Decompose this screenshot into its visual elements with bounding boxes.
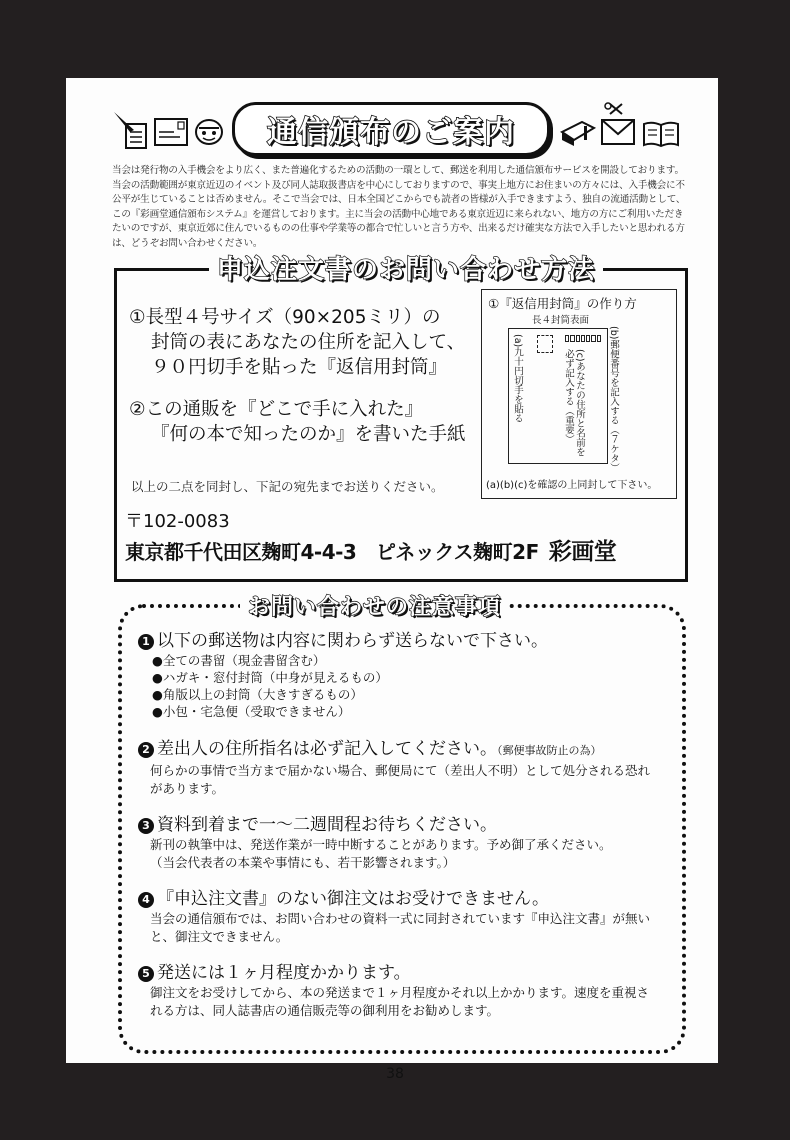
item-number-badge: 1 <box>138 634 154 650</box>
open-book-icon <box>642 120 680 148</box>
item-number-badge: 2 <box>138 742 154 758</box>
envelope-title: ①『返信用封筒』の作り方 <box>488 296 637 311</box>
step-1 <box>129 305 465 380</box>
note-item-5 <box>138 962 658 1019</box>
item-aside: （郵便事故防止の為） <box>497 744 602 757</box>
note-item-3 <box>138 814 658 871</box>
step-2-line: ②この通販を『どこで手に入れた』 <box>129 399 424 420</box>
publisher-name: 彩画堂 <box>548 539 617 565</box>
item-number-badge: 4 <box>138 892 154 908</box>
item-number-badge: 5 <box>138 966 154 982</box>
item-body: 御注文をお受けしてから、本の発送まで１ヶ月程度かそれ以上かかります。速度を重視される方は、同人誌書店の通信販売等の御利用をお勧めします。 <box>150 985 650 1018</box>
mailbox-icon <box>558 118 598 148</box>
item-body: 何らかの事情で当方まで届かない場合、郵便局にて（差出人不明）として処分される恐れがあります。 <box>150 763 651 796</box>
list-item: ●全ての書留（現金書留含む） <box>152 653 326 668</box>
face-icon <box>194 118 224 146</box>
step-2 <box>129 397 466 447</box>
page-number: 38 <box>386 1066 404 1082</box>
item-number-badge: 3 <box>138 818 154 834</box>
stamp-area <box>537 335 553 353</box>
step-2-line: 『何の本で知ったのか』を書いた手紙 <box>151 424 466 445</box>
step-1-line: ９０円切手を貼った『返信用封筒』 <box>151 357 448 378</box>
note-item-1 <box>138 630 548 720</box>
letter-icon <box>600 102 636 148</box>
address-label-c: (c)あなたの住所と名前を必ず記入する（重要） <box>563 349 585 457</box>
item-heading: 以下の郵送物は内容に関わらず送らないで下さい。 <box>157 631 548 651</box>
intro-paragraph: 当会は発行物の入手機会をより広く、また普遍化するための活動の一環として、郵送を利用した通信頒布サービスを開設しております。当会の活動範囲が東京近辺のイベント及び同人誌取扱書店を中心にしておりますので、事実上地方にお住まいの方々には、入手機会に不公平が生じていることは否めません。そこで当会では、日本全国どこからでも読者の皆様が入手できますよう、独自の流通活動として、この『彩画堂通信頒布システム』を運営しております。主に当会の活動中心地である東京近辺に来られない、地方の方にご利用いただきたいのですが、東京近郊に住んでいるものの仕事や学業等の都合で忙しいと言う方や、出来るだけ確実な方法で入手したいと思われる方は、どうぞお問い合わせください。 <box>112 165 686 249</box>
item-heading: 『申込注文書』のない御注文はお受けできません。 <box>157 889 550 909</box>
page-title: 通信頒布のご案内 <box>232 102 550 156</box>
zip-label-b: (b)郵便番号を記入する（７ケタ） <box>608 326 619 473</box>
envelope-diagram <box>481 289 677 499</box>
item-body: 新刊の執筆中は、発送作業が一時中断することがあります。予め御了承ください。 （当会代表者の本業や事情にも、若干影響されます。） <box>150 837 612 870</box>
list-item: ●小包・宅急便（受取できません） <box>152 704 351 719</box>
stamp-label-a: (a)九十円切手を貼る <box>512 334 523 424</box>
notes-banner: お問い合わせの注意事項 <box>240 590 509 621</box>
note-item-4 <box>138 888 658 945</box>
item-heading: 資料到着まで一～二週間程お待ちください。 <box>157 815 497 835</box>
postcard-icon <box>154 118 188 146</box>
page <box>66 78 718 1063</box>
item-body: 当会の通信頒布では、お問い合わせの資料一式に同封されています『申込注文書』が無いと、御注文できません。 <box>150 911 651 944</box>
enclose-note: 以上の二点を同封し、下記の宛先までお送りください。 <box>131 479 444 494</box>
note-item-2 <box>138 738 658 797</box>
item-heading: 差出人の住所指名は必ず記入してください。 <box>157 739 497 759</box>
zip-code-boxes <box>565 335 601 341</box>
pen-writing-icon <box>112 110 150 150</box>
item-heading: 発送には１ヶ月程度かかります。 <box>157 963 411 983</box>
order-method-banner: 申込注文書のお問い合わせ方法 <box>209 249 603 286</box>
address-text: 東京都千代田区麹町4-4-3 ピネックス麹町2F <box>125 540 539 564</box>
envelope-footer: (a)(b)(c)を確認の上同封して下さい。 <box>486 480 658 491</box>
list-item: ●ハガキ・窓付封筒（中身が見えるもの） <box>152 670 388 685</box>
notes-box <box>118 595 686 1054</box>
header <box>112 96 672 162</box>
list-item: ●角版以上の封筒（大きすぎるもの） <box>152 687 363 702</box>
step-1-line: ①長型４号サイズ（90×205ミリ）の <box>129 307 441 328</box>
envelope-subtitle: 長４封筒表面 <box>532 315 590 326</box>
mailing-address <box>125 533 616 566</box>
step-1-line: 封筒の表にあなたの住所を記入して、 <box>151 332 466 353</box>
postal-code: 〒102-0083 <box>125 511 230 532</box>
envelope-outline <box>508 328 608 464</box>
order-method-box <box>114 255 688 582</box>
